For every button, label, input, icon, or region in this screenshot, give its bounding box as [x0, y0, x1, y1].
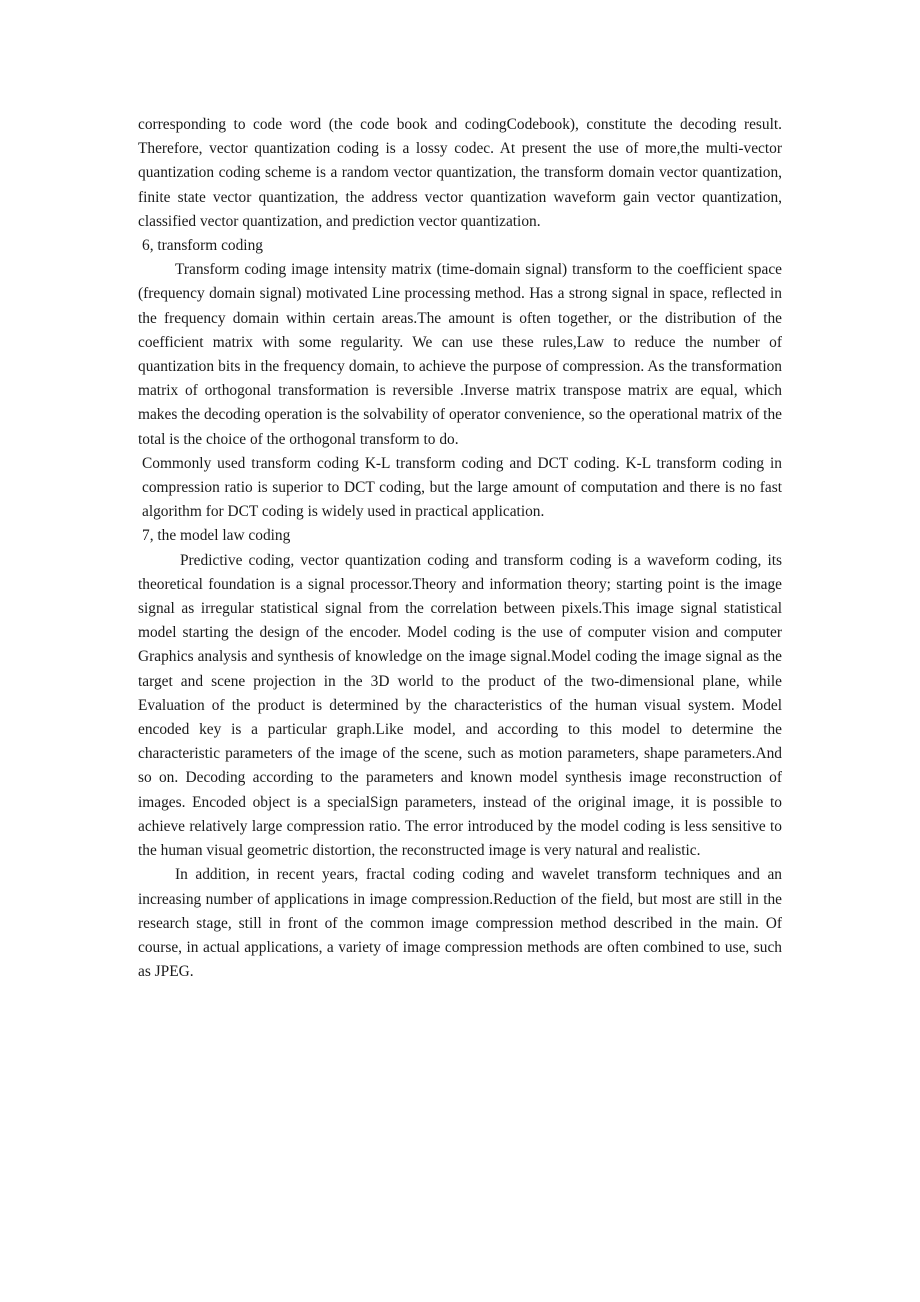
paragraph-common-transforms: Commonly used transform coding K-L transform coding and DCT coding. K-L transform coding in compression ratio is superior to DCT coding, but the large amount of computation and there is no fast algorithm for DCT coding is widely used in practical application.: [142, 454, 782, 521]
document-body: [138, 113, 782, 984]
section-heading-transform-coding: 6, transform coding: [142, 237, 263, 255]
paragraph-transform-coding: Transform coding image intensity matrix (time-domain signal) transform to the coefficient space (frequency domain signal) motivated Line processing method. Has a strong signal in space, reflected in the frequency domain within certain areas.The amount is often together, or the distribution of the coefficient matrix with some regularity. We can use these rules,Law to reduce the number of quantization bits in the frequency domain, to achieve the purpose of compression. As the transformation matrix of orthogonal transformation is reversible .Inverse matrix transpose matrix are equal, which makes the decoding operation is the solvability of operator convenience, so the operational matrix of the total is the choice of the orthogonal transform to do.: [138, 261, 782, 448]
paragraph-model-coding: Predictive coding, vector quantization coding and transform coding is a waveform coding, its theoretical foundation is a signal processor.Theory and information theory; starting point is the image signal as irregular statistical signal from the correlation between pixels.This image signal statistical model starting the design of the encoder. Model coding is the use of computer vision and computer Graphics analysis and synthesis of knowledge on the image signal.Model coding the image signal as the target and scene projection in the 3D world to the product of the two-dimensional plane, while Evaluation of the product is determined by the characteristics of the human visual system. Model encoded key is a particular graph.Like model, and according to this model to determine the characteristic parameters of the image of the scene, such as motion parameters, shape parameters.And so on. Decoding according to the parameters and known model synthesis image reconstruction of images. Encoded object is a specialSign parameters, instead of the original image, it is possible to achieve relatively large compression ratio. The error introduced by the model coding is less sensitive to the human visual geometric distortion, the reconstructed image is very natural and realistic.: [138, 551, 782, 860]
paragraph-recent-methods: In addition, in recent years, fractal coding coding and wavelet transform techniques and an increasing number of applications in image compression.Reduction of the field, but most are still in the research stage, still in front of the common image compression method described in the main. Of course, in actual applications, a variety of image compression methods are often combined to use, such as JPEG.: [138, 866, 782, 981]
paragraph-vector-quantization: corresponding to code word (the code book and codingCodebook), constitute the decoding result. Therefore, vector quantization coding is a lossy codec. At present the use of more,the multi-vector quantization coding scheme is a random vector quantization, the transform domain vector quantization, finite state vector quantization, the address vector quantization waveform gain vector quantization, classified vector quantization, and prediction vector quantization.: [138, 116, 782, 230]
section-heading-model-coding: 7, the model law coding: [142, 527, 291, 545]
